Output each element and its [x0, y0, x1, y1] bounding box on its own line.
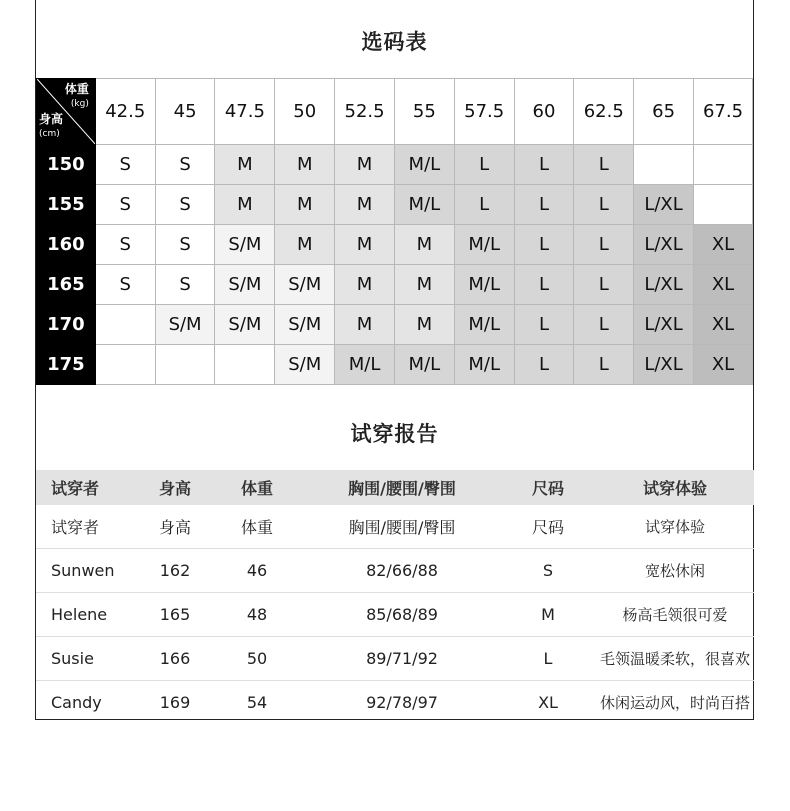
report-cell-size: 尺码 — [500, 505, 596, 549]
weight-axis-label — [65, 83, 89, 111]
report-cell-height: 身高 — [140, 505, 210, 549]
size-cell: M — [335, 145, 395, 185]
size-cell: S — [95, 145, 155, 185]
report-cell-height: 166 — [140, 637, 210, 681]
report-cell-weight: 48 — [210, 593, 304, 637]
height-row-header: 175 — [37, 345, 96, 385]
size-cell: S/M — [155, 305, 215, 345]
report-cell-tester: Helene — [36, 593, 140, 637]
size-cell: L — [574, 305, 634, 345]
size-cell: S/M — [275, 305, 335, 345]
size-cell: M/L — [394, 345, 454, 385]
report-cell-height: 162 — [140, 549, 210, 593]
size-cell: M — [394, 225, 454, 265]
size-cell: M — [275, 145, 335, 185]
size-cell: L/XL — [634, 225, 694, 265]
report-cell-weight: 50 — [210, 637, 304, 681]
size-cell — [95, 345, 155, 385]
size-cell: XL — [694, 305, 753, 345]
size-cell: S/M — [275, 345, 335, 385]
weight-header-cell: 55 — [394, 79, 454, 145]
size-chart-table — [36, 78, 753, 385]
weight-header-cell: 65 — [634, 79, 694, 145]
size-chart-corner — [37, 79, 96, 145]
height-row-header: 170 — [37, 305, 96, 345]
size-cell: S — [95, 225, 155, 265]
height-row-header: 160 — [37, 225, 96, 265]
size-cell: M — [394, 305, 454, 345]
size-cell: M/L — [454, 265, 514, 305]
report-cell-experience: 毛领温暖柔软，很喜欢 — [596, 637, 754, 681]
report-cell-measurements: 85/68/89 — [304, 593, 500, 637]
height-row-header: 165 — [37, 265, 96, 305]
size-cell: M/L — [454, 345, 514, 385]
report-cell-experience: 试穿体验 — [596, 505, 754, 549]
height-unit: (cm) — [39, 129, 60, 139]
size-cell: L — [514, 305, 574, 345]
size-cell: S — [155, 265, 215, 305]
weight-header-cell: 57.5 — [454, 79, 514, 145]
report-cell-experience: 宽松休闲 — [596, 549, 754, 593]
size-cell: M — [275, 225, 335, 265]
size-chart-header-row — [37, 79, 753, 145]
report-cell-measurements: 胸围/腰围/臀围 — [304, 505, 500, 549]
size-cell: M — [215, 185, 275, 225]
size-cell: L — [514, 225, 574, 265]
size-cell — [634, 145, 694, 185]
weight-header-cell: 62.5 — [574, 79, 634, 145]
size-cell: S — [155, 185, 215, 225]
size-cell: M — [394, 265, 454, 305]
weight-header-cell: 67.5 — [694, 79, 753, 145]
report-header-row — [36, 470, 754, 505]
size-cell: M/L — [454, 225, 514, 265]
size-cell: M — [335, 265, 395, 305]
report-cell-tester: 试穿者 — [36, 505, 140, 549]
weight-header-cell: 45 — [155, 79, 215, 145]
report-cell-weight: 46 — [210, 549, 304, 593]
size-row — [37, 185, 753, 225]
report-cell-measurements: 92/78/97 — [366, 693, 438, 712]
height-axis-label — [39, 113, 63, 141]
size-cell: S/M — [215, 225, 275, 265]
size-cell: M/L — [454, 305, 514, 345]
weight-header-cell: 52.5 — [335, 79, 395, 145]
report-cell-weight: 54 — [246, 693, 268, 712]
report-row — [36, 637, 754, 681]
report-header-size: 尺码 — [500, 470, 596, 505]
size-cell: XL — [694, 225, 753, 265]
size-cell: S — [155, 225, 215, 265]
size-cell: L — [514, 185, 574, 225]
report-header-measurements: 胸围/腰围/臀围 — [304, 470, 500, 505]
size-cell: L — [574, 265, 634, 305]
size-row — [37, 305, 753, 345]
size-cell: S — [155, 145, 215, 185]
weight-header-cell: 42.5 — [95, 79, 155, 145]
size-cell: M — [275, 185, 335, 225]
report-header-height: 身高 — [140, 470, 210, 505]
size-row — [37, 345, 753, 385]
size-cell: L — [574, 345, 634, 385]
size-cell: L/XL — [634, 265, 694, 305]
size-cell: XL — [694, 345, 753, 385]
size-cell: M/L — [394, 145, 454, 185]
report-row — [36, 593, 754, 637]
report-header-experience: 试穿体验 — [596, 470, 754, 505]
size-cell: M — [335, 185, 395, 225]
size-cell: L — [574, 145, 634, 185]
size-cell: M — [335, 225, 395, 265]
report-cell-size: S — [500, 549, 596, 593]
size-cell: M — [215, 145, 275, 185]
size-cell — [95, 305, 155, 345]
report-cell-tester: Sunwen — [36, 549, 140, 593]
height-row-header: 155 — [37, 185, 96, 225]
size-cell: L — [454, 145, 514, 185]
report-header-weight: 体重 — [210, 470, 304, 505]
report-cell-measurements: 82/66/88 — [304, 549, 500, 593]
size-cell: L/XL — [634, 185, 694, 225]
size-cell: M/L — [394, 185, 454, 225]
size-cell: L — [514, 265, 574, 305]
size-cell: M/L — [335, 345, 395, 385]
report-cell-experience: 休闲运动风，时尚百搭 — [599, 694, 750, 712]
report-cell-tester: Susie — [36, 637, 140, 681]
height-label: 身高 — [39, 112, 64, 126]
size-row — [37, 225, 753, 265]
weight-header-cell: 50 — [275, 79, 335, 145]
size-cell: L — [514, 345, 574, 385]
size-cell — [215, 345, 275, 385]
weight-header-cell: 60 — [514, 79, 574, 145]
size-cell: M — [335, 305, 395, 345]
weight-label: 体重 — [64, 82, 89, 96]
report-cell-height: 169 — [159, 693, 191, 712]
height-row-header: 150 — [37, 145, 96, 185]
report-header-tester: 试穿者 — [36, 470, 140, 505]
size-cell: L/XL — [634, 345, 694, 385]
size-guide-panel — [35, 0, 754, 720]
size-chart-title: 选码表 — [361, 30, 428, 54]
size-cell: S — [95, 265, 155, 305]
report-cell-size: XL — [538, 693, 558, 712]
fitting-report-title: 试穿报告 — [350, 422, 439, 446]
size-row — [37, 265, 753, 305]
report-cell-tester: Candy — [51, 693, 102, 712]
size-cell: S — [95, 185, 155, 225]
size-cell: S/M — [275, 265, 335, 305]
weight-unit: (kg) — [70, 99, 89, 109]
size-cell: S/M — [215, 265, 275, 305]
report-cell-height: 165 — [140, 593, 210, 637]
report-cell-experience: 杨高毛领很可爱 — [596, 593, 754, 637]
report-cell-size: M — [500, 593, 596, 637]
size-cell: XL — [694, 265, 753, 305]
size-cell: L — [454, 185, 514, 225]
size-cell: L — [574, 185, 634, 225]
weight-header-cell: 47.5 — [215, 79, 275, 145]
size-cell — [694, 185, 753, 225]
report-row — [36, 549, 754, 593]
size-cell: L/XL — [634, 305, 694, 345]
fitting-report-table — [36, 470, 754, 724]
size-cell — [155, 345, 215, 385]
report-cell-size: L — [500, 637, 596, 681]
report-cell-weight: 体重 — [210, 505, 304, 549]
report-cell-measurements: 89/71/92 — [304, 637, 500, 681]
size-row — [37, 145, 753, 185]
size-cell: S/M — [215, 305, 275, 345]
size-cell — [694, 145, 753, 185]
size-cell: L — [514, 145, 574, 185]
report-row — [36, 505, 754, 549]
size-cell: L — [574, 225, 634, 265]
report-row — [36, 681, 754, 725]
